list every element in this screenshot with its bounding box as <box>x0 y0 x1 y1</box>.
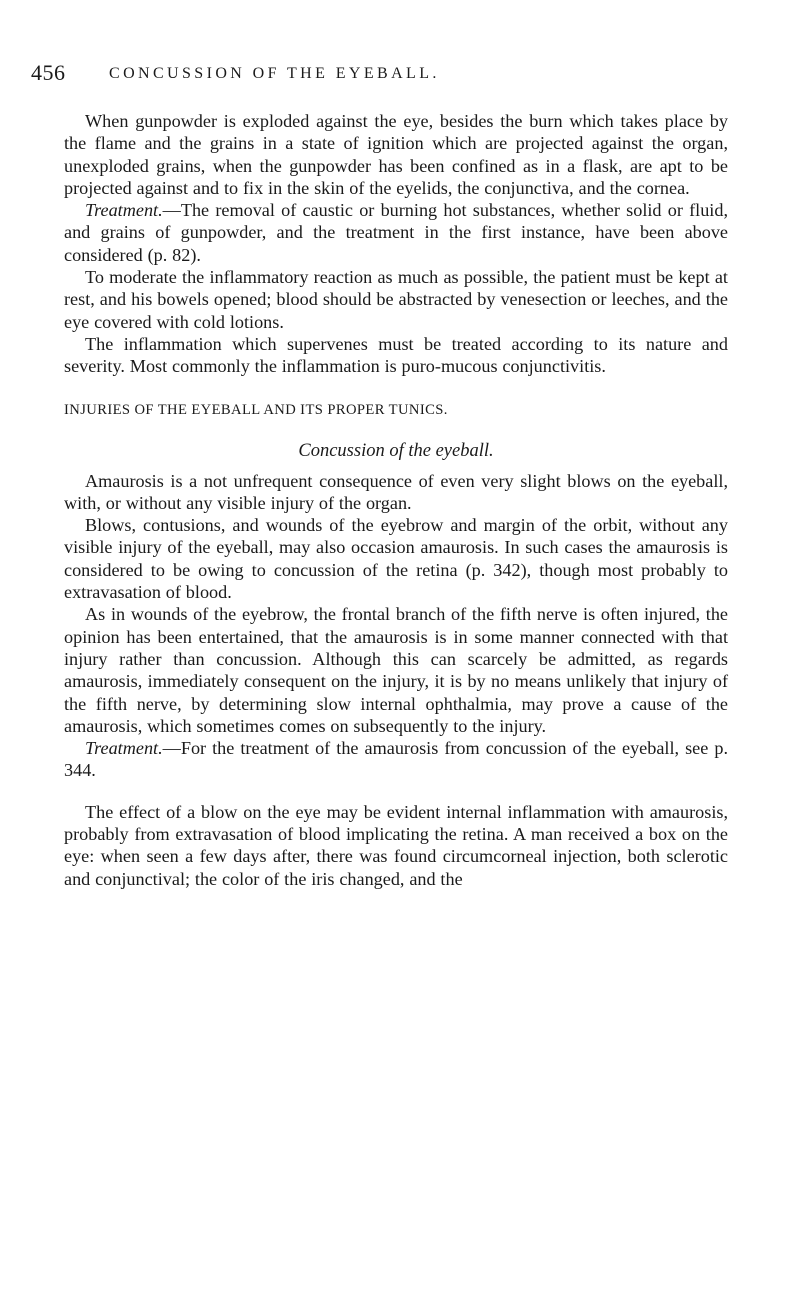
paragraph-inflammation-supervenes: The inflammation which supervenes must be treated according to its nature and severity. Most commonly the inflammation is puro-mucous conjunctivitis. <box>64 333 728 377</box>
treatment-text: —For the treatment of the amaurosis from concussion of the eyeball, see p. 344. <box>64 738 728 781</box>
paragraph-treatment-2 <box>64 737 728 782</box>
section-heading: INJURIES OF THE EYEBALL AND ITS PROPER TUNICS. <box>64 401 448 418</box>
subheading: Concussion of the eyeball. <box>298 440 494 461</box>
treatment-text: —The removal of caustic or burning hot substances, whether solid or fluid, and grains of gunpowder, and the treatment in the first instance, have been above considered (p. 82). <box>64 200 728 265</box>
paragraph-treatment-1 <box>64 199 728 266</box>
paragraph-gunpowder: When gunpowder is exploded against the eye, besides the burn which takes place by the flame and the grains in a state of ignition which are projected against the organ, unexploded grains, when the gunpowder has been confined as in a flask, are apt to be projected against and to fix in the skin of the eyelids, the conjunctiva, and the cornea. <box>64 111 728 198</box>
running-header <box>31 58 728 92</box>
paragraph-blows-contusions: Blows, contusions, and wounds of the eyebrow and margin of the orbit, without any visible injury of the eyeball, may also occasion amaurosis. In such cases the amaurosis is considered to be owing to concussion of the retina (p. 342), though most probably to extravasation of blood. <box>64 515 728 603</box>
running-title: CONCUSSION OF THE EYEBALL. <box>109 65 440 82</box>
paragraph-effect-of-blow: The effect of a blow on the eye may be evident internal inflammation with amaurosis, probably from extravasation of blood implicating the retina. A man received a box on the eye: when seen a few days after, there was found circumcorneal injection, both sclerotic and conjunctival; the color of the iris changed, and the <box>64 801 728 889</box>
treatment-lead: Treatment. <box>85 200 163 221</box>
paragraph-amaurosis: Amaurosis is a not unfrequent consequence of even very slight blows on the eyeball, with, or without any visible injury of the organ. <box>64 470 728 513</box>
treatment-lead: Treatment. <box>85 738 163 759</box>
paragraph-wounds-eyebrow: As in wounds of the eyebrow, the frontal branch of the fifth nerve is often injured, the opinion has been entertained, that the amaurosis is in some manner connected with that injury rather than concussion. Although this can scarcely be admitted, as regards amaurosis, immediately consequent on the injury, it is by no means unlikely that injury of the fifth nerve, by determining slow internal ophthalmia, may prove a cause of the amaurosis, which sometimes comes on subsequently to the injury. <box>64 604 728 736</box>
page-number: 456 <box>31 60 66 85</box>
paragraph-moderate-inflammation: To moderate the inflammatory reaction as much as possible, the patient must be kept at rest, and his bowels opened; blood should be abstracted by venesection or leeches, and the eye covered with cold lotions. <box>64 267 728 332</box>
book-page <box>31 58 728 890</box>
